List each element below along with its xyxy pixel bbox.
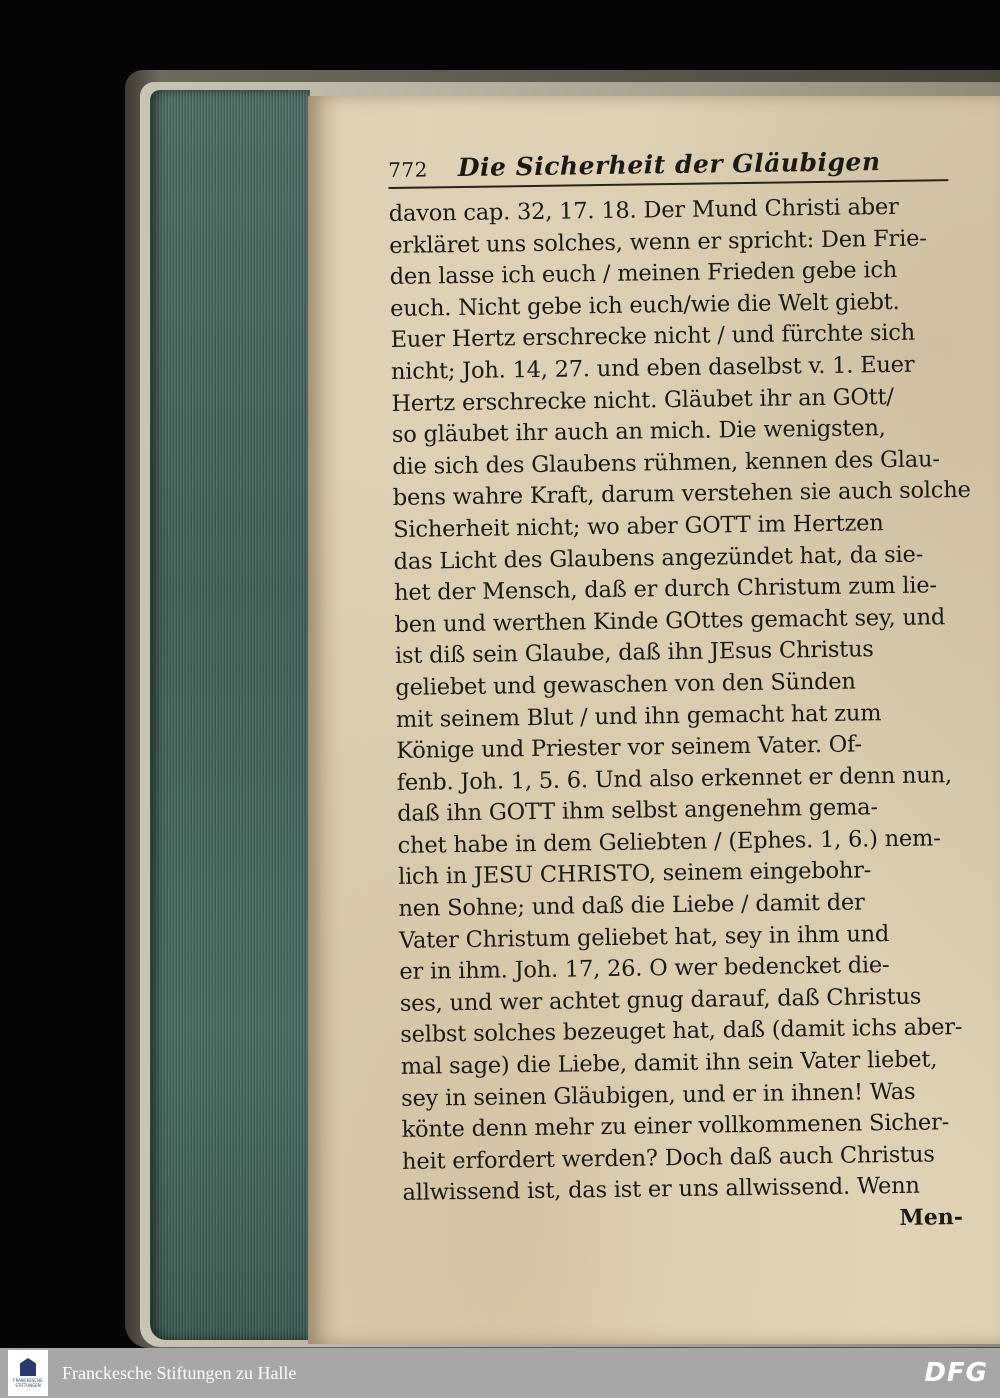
text-body bbox=[388, 191, 971, 1210]
text-line: Sicherheit nicht; wo aber GOTT im Hertzen bbox=[393, 510, 884, 543]
text-line: Könige und Priester vor seinem Vater. Of- bbox=[396, 731, 862, 765]
text-line: davon cap. 32, 17. 18. Der Mund Christi aber bbox=[388, 193, 899, 227]
text-line: erkläret uns solches, wenn er spricht: Den Frie- bbox=[389, 225, 927, 259]
text-line: allwissend ist, das ist er uns allwissend. Wenn bbox=[402, 1173, 920, 1207]
text-line: lich in JESU CHRISTO, seinem eingebohr- bbox=[397, 857, 872, 891]
text-line: euch. Nicht gebe ich euch/wie die Welt giebt. bbox=[389, 288, 900, 322]
page-title: Die Sicherheit der Gläubigen bbox=[457, 147, 881, 183]
text-line: het der Mensch, daß er durch Christum zum lie- bbox=[393, 572, 937, 607]
text-line: mal sage) die Liebe, damit ihn sein Vater liebet, bbox=[400, 1046, 938, 1080]
text-line: geliebet und gewaschen von den Sünden bbox=[395, 668, 856, 701]
text-line: das Licht des Glaubens angezündet hat, da sie- bbox=[393, 541, 924, 575]
page-content bbox=[388, 146, 973, 1238]
building-icon bbox=[20, 1358, 36, 1376]
book-page bbox=[308, 96, 1000, 1344]
institution-logo[interactable] bbox=[8, 1350, 48, 1396]
text-line: könte denn mehr zu einer vollkommenen Sicher- bbox=[401, 1109, 950, 1144]
text-line: nicht; Joh. 14, 27. und eben daselbst v. 1. Euer bbox=[390, 351, 915, 385]
text-line: so gläubet ihr auch an mich. Die wenigsten, bbox=[391, 415, 886, 449]
text-line: mit seinem Blut / und ihn gemacht hat zum bbox=[395, 699, 882, 733]
institution-name[interactable]: Franckesche Stiftungen zu Halle bbox=[62, 1362, 297, 1383]
text-line: chet habe in dem Geliebten / (Ephes. 1, 6.) nem- bbox=[397, 825, 941, 859]
page-number: 772 bbox=[388, 157, 429, 182]
text-line: er in ihm. Joh. 17, 26. O wer bedencket die- bbox=[399, 952, 890, 986]
logo-text: FRANCKESCHE STIFTUNGEN bbox=[13, 1378, 43, 1388]
text-line: ben und werthen Kinde GOttes gemacht sey, und bbox=[394, 603, 946, 638]
text-line: bens wahre Kraft, darum verstehen sie auch solche bbox=[392, 477, 971, 512]
text-line: Vater Christum geliebet hat, sey in ihm und bbox=[398, 920, 890, 954]
text-line: selbst solches bezeuget hat, daß (damit ichs aber- bbox=[400, 1014, 963, 1049]
text-line: fenb. Joh. 1, 5. 6. Und also erkennet er denn nun, bbox=[396, 761, 953, 796]
text-line: nen Sohne; und daß die Liebe / damit der bbox=[398, 889, 865, 922]
text-line: daß ihn GOTT ihm selbst angenehm gema- bbox=[397, 794, 878, 828]
text-line: Hertz erschrecke nicht. Gläubet ihr an GOtt/ bbox=[391, 383, 894, 417]
text-line: sey in seinen Gläubigen, und er in ihnen! Was bbox=[401, 1078, 916, 1112]
running-head bbox=[388, 146, 948, 189]
text-line: Euer Hertz erschrecke nicht / und fürchte sich bbox=[390, 320, 916, 354]
catchword: Men- bbox=[899, 1204, 964, 1231]
dfg-logo[interactable]: DFG bbox=[924, 1358, 988, 1388]
text-line: heit erfordert werden? Doch daß auch Christus bbox=[401, 1141, 935, 1175]
text-line: ses, und wer achtet gnug darauf, daß Christus bbox=[399, 983, 922, 1017]
text-line: ist diß sein Glaube, daß ihn JEsus Christus bbox=[394, 636, 874, 670]
page-edge-stack bbox=[150, 90, 310, 1340]
footer-bar bbox=[0, 1348, 1000, 1398]
text-line: den lasse ich euch / meinen Frieden gebe ich bbox=[389, 257, 898, 291]
text-line: die sich des Glaubens rühmen, kennen des Glau- bbox=[392, 446, 940, 480]
